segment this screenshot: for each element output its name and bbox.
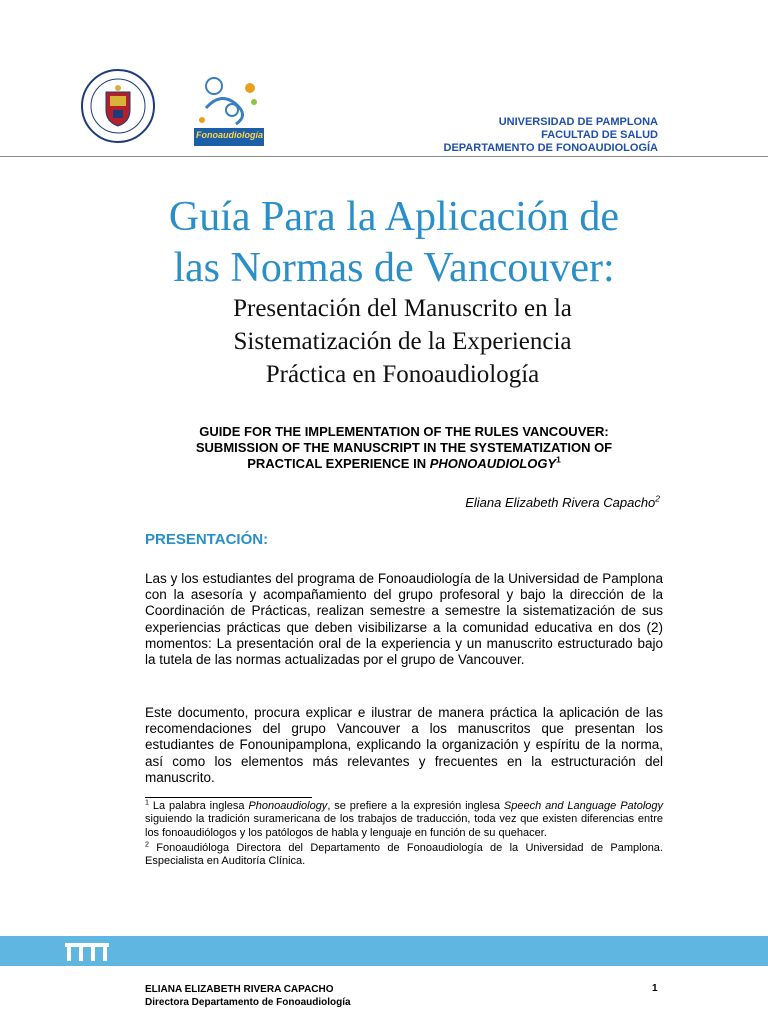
footer-author-role: Directora Departamento de Fonoaudiología (145, 997, 351, 1008)
footnotes (145, 800, 663, 868)
english-title-line-1: GUIDE FOR THE IMPLEMENTATION OF THE RULES VANCOUVER: (199, 424, 609, 439)
paragraph-2: Este documento, procura explicar e ilustrar de manera práctica la aplicación de las recomendaciones del grupo Vancouver a los manuscritos que presentan los estudiantes de Fonounipamplona, explicando la organización y espíritu de la norma, así como los elementos más relevantes y frecuentes en la estructuración del manuscrito. (145, 705, 663, 785)
footer-band (0, 936, 768, 966)
document-title (0, 192, 768, 294)
title-line-1: Guía Para la Aplicación de (168, 194, 620, 240)
footnote-2: $^2$ Fonoaudióloga Directora del Departamento de Fonoaudiología de la Universidad de Pamplona. Especialista en Auditoría Clínica. (145, 840, 663, 868)
subtitle-line-2: Sistematización de la Experiencia (233, 328, 572, 355)
fonoaudiologia-logo-text: Fonoaudiología (196, 130, 263, 140)
institution-block (444, 116, 659, 155)
footer-author (145, 983, 351, 1009)
author-line (465, 495, 660, 510)
section-heading: PRESENTACIÓN: (145, 531, 269, 548)
english-title (0, 424, 768, 472)
bridge-icon (63, 939, 111, 963)
department-name: DEPARTAMENTO DE FONOAUDIOLOGÍA (443, 142, 658, 154)
footer-author-name: ELIANA ELIZABETH RIVERA CAPACHO (145, 984, 334, 995)
university-seal-logo (80, 68, 156, 144)
phonoaudiology-term: PHONOAUDIOLOGY (429, 456, 557, 471)
author-name: Eliana Elizabeth Rivera Capacho (465, 495, 656, 510)
subtitle-line-3: Práctica en Fonoaudiología (265, 361, 540, 388)
footnote-1: $^1$ La palabra inglesa Phonoaudiology, se prefiere a la expresión inglesa Speech and Language Patology siguiendo la tradición suramericana de los trabajos de traducción, toda vez que existen diferencias entre los fonoaudiólogos y los patólogos de habla y lenguaje en función de su quehacer. (145, 798, 664, 839)
english-title-line-2: SUBMISSION OF THE MANUSCRIPT IN THE SYSTEMATIZATION OF (195, 440, 613, 455)
page-number: 1 (652, 983, 658, 994)
footnote-ref-2[interactable]: 2 (655, 493, 660, 504)
university-name: UNIVERSIDAD DE PAMPLONA (498, 116, 658, 128)
faculty-name: FACULTAD DE SALUD (541, 129, 658, 141)
title-line-2: las Normas de Vancouver: (173, 245, 615, 291)
english-title-line-3: PRACTICAL EXPERIENCE IN PHONOAUDIOLOGY$^1$ (247, 454, 561, 471)
document-subtitle (0, 292, 768, 391)
subtitle-line-1: Presentación del Manuscrito en la (233, 295, 572, 322)
footnote-ref-1[interactable]: 1 (556, 454, 561, 465)
footnote-separator (145, 797, 312, 798)
header-divider (0, 156, 768, 157)
paragraph-1: Las y los estudiantes del programa de Fonoaudiología de la Universidad de Pamplona con la asesoría y acompañamiento del grupo profesoral y bajo la dirección de la Coordinación de Prácticas, realizan semestre a semestre la sistematización de sus experiencias prácticas que deben visibilizarse a la comunidad educativa en dos (2) momentos: La presentación oral de la experiencia y un manuscrito estructurado bajo la tutela de las normas actualizadas por el grupo de Vancouver. (145, 571, 663, 668)
